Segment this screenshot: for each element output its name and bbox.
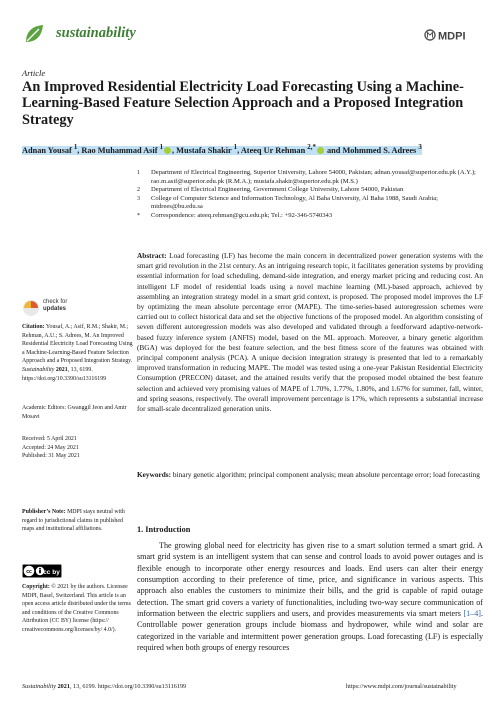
footer-citation: Sustainability 2021, 13, 6199. https://doi.org/10.3390/su13116199 <box>22 683 187 690</box>
orcid-icon[interactable] <box>164 147 171 154</box>
received-date: Received: 5 April 2021 <box>22 436 77 442</box>
author-name: Ateeq Ur Rehman <box>240 145 306 155</box>
affiliation-item: 1 Department of Electrical Engineering, Superior University, Lahore 54000, Pakistan; adnan.yousaf@superior.edu.pk (A.Y.); rao.m.asif@superior.edu.pk (R.M.A.); mustafa.shakir@superior.edu.pk (M.S.) <box>137 169 476 185</box>
author-highlight: Adnan Yousaf $^1$, Rao Muhammad Asif $^1$ , Mustafa Shakir $^1$, Ateeq Ur Rehman $^{2,*}$ and Mohmmed S. Adrees $^3$ <box>22 144 422 155</box>
academic-editors: Academic Editors: Gwanggil Jeon and Amir Mosavi <box>22 405 127 420</box>
author-name: Rao Muhammad Asif <box>81 145 158 155</box>
author-name: Mustafa Shakir <box>176 145 232 155</box>
author-list <box>22 144 492 155</box>
check-updates-line1: check for <box>43 299 68 305</box>
cc-logo-text: cc by <box>43 569 60 576</box>
article-type: Article <box>22 68 46 78</box>
abstract-label: Abstract: <box>137 251 167 260</box>
section-heading: 1. Introduction <box>137 525 191 534</box>
check-updates-line2: updates <box>43 306 67 312</box>
author-name: Mohmmed S. Adrees <box>342 145 417 155</box>
affiliations <box>137 169 482 221</box>
paper-title: An Improved Residential Electricity Load Forecasting Using a Machine-Learning-Based Feature Selection Approach and a Proposed Integration Strategy <box>22 79 464 128</box>
orcid-icon[interactable] <box>317 147 324 154</box>
abstract <box>137 251 483 414</box>
author-sup: 2,* <box>307 144 316 151</box>
author-sup: 3 <box>418 144 422 151</box>
affiliation-item: 2 Department of Electrical Engineering, Government College University, Lahore 54000, Pakistan <box>137 186 404 194</box>
author-sup: 1 <box>233 144 238 151</box>
journal-leaf-icon <box>22 22 46 46</box>
dates-block <box>22 435 134 461</box>
author-name: Adnan Yousaf <box>22 145 72 155</box>
keywords-label: Keywords: <box>137 470 172 479</box>
journal-name: sustainability <box>56 25 136 41</box>
abstract-text: Load forecasting (LF) has become the main concern in decentralized power generation systems with the smart grid revolution in the 21st century. As an intriguing research topic, it facilitates generation systems by providing essential information for load scheduling, demand-side integration, and energy market pricing and reducing cost. An intelligent LF model of residential loads using a novel machine learning (ML)-based approach, achieved by assembling an integration strategy model in a smart grid context, is proposed. The proposed model improves the LF by optimizing the mean absolute percentage error (MAPE). The time-series-based autoregression schemes were carried out to collect historical data and set the objective functions of the proposed model. An algorithm consisting of seven different autoregression models was also developed and validated through a feedforward adaptive-network-based fuzzy inference system (ANFIS) model, based on the ML approach. Moreover, a binary genetic algorithm (BGA) was deployed for the best feature selection, and the best fitness score of the features was obtained with principal component analysis (PCA). A unique decision integration strategy is presented that led to a remarkably improved transformation in reducing MAPE. The model was tested using a one-year Pakistan Residential Electricity Consumption (PRECON) dataset, and the attained results verify that the proposed model obtained the best feature selection and achieved very promising values of MAPE of 1.70%, 1.77%, 1.80%, and 1.67% for summer, fall, winter, and spring seasons, respectively. The overall improvement percentage is 17%, which represents a substantial increase for small-scale decentralized generation units. <box>137 251 483 414</box>
introduction-paragraph: The growing global need for electricity has given rise to a smart solution termed a smart grid. A smart grid system is an intelligent system that can sense and control loads to avoid power outages and is flexible enough to incorporate other energy resources and loads. End users can alter their energy consumption according to their preference of time, price, and significance in various aspects. This approach also enables the customers to minimize their bills, and the grid is capable of rapid outage detection. The smart grid covers a variety of functionalities, including two-way secure communication of information between the electric suppliers and users, and provides measurements via smart meters [1–4]. Controllable power generation groups include biomass and hydropower, while wind and solar are categorized in the variable and intermittent power generation groups. Load forecasting (LF) is especially required when both groups of energy resources <box>137 541 483 653</box>
cc-by-license-icon[interactable] <box>22 564 62 578</box>
citation-block: Citation: Yousaf, A.; Asif, R.M.; Shakir, M.; Rehman, A.U.; S. Adrees, M. An Improved Residential Electricity Load Forecasting Using a Machine-Learning-Based Feature Selection Approach and a Proposed Integration Strategy. Sustainability 2021, 13, 6199. https://doi.org/10.3390/su13116199 <box>22 324 133 382</box>
author-sup: 1 <box>73 144 78 151</box>
keywords-text: binary genetic algorithm; principal component analysis; mean absolute percentage error; load forecasting <box>172 470 480 479</box>
svg-text:cc: cc <box>26 569 32 575</box>
publishers-note: Publisher’s Note: MDPI stays neutral with regard to jurisdictional claims in published maps and institutional affiliations. <box>22 509 125 533</box>
citation-link[interactable]: [1–4] <box>463 609 481 619</box>
accepted-date: Accepted: 24 May 2021 <box>22 444 79 451</box>
affiliation-item: 3 College of Computer Science and Information Technology, Al Baha University, Al Baha 1988, Saudi Arabia; midrees@bu.edu.sa <box>137 194 438 211</box>
correspondence: * Correspondence: ateeq.rehman@gcu.edu.pk; Tel.: +92-346-5740343 <box>137 211 333 219</box>
check-updates-icon <box>22 298 40 318</box>
author-sup: 1 <box>159 144 164 151</box>
mdpi-logo-text: MDPI <box>438 30 466 43</box>
footer-journal-url[interactable]: https://www.mdpi.com/journal/sustainability <box>346 683 457 690</box>
published-date: Published: 31 May 2021 <box>22 453 80 460</box>
keywords <box>137 470 483 480</box>
mdpi-logo-icon <box>424 27 476 43</box>
check-for-updates-badge[interactable] <box>22 297 82 319</box>
copyright-block: Copyright: © 2021 by the authors. Licensee MDPI, Basel, Switzerland. This article is an open access article distributed under the terms and conditions of the Creative Commons Attribution (CC BY) license (https:// creativecommons.org/licenses/by/ 4.0/). <box>22 584 131 633</box>
